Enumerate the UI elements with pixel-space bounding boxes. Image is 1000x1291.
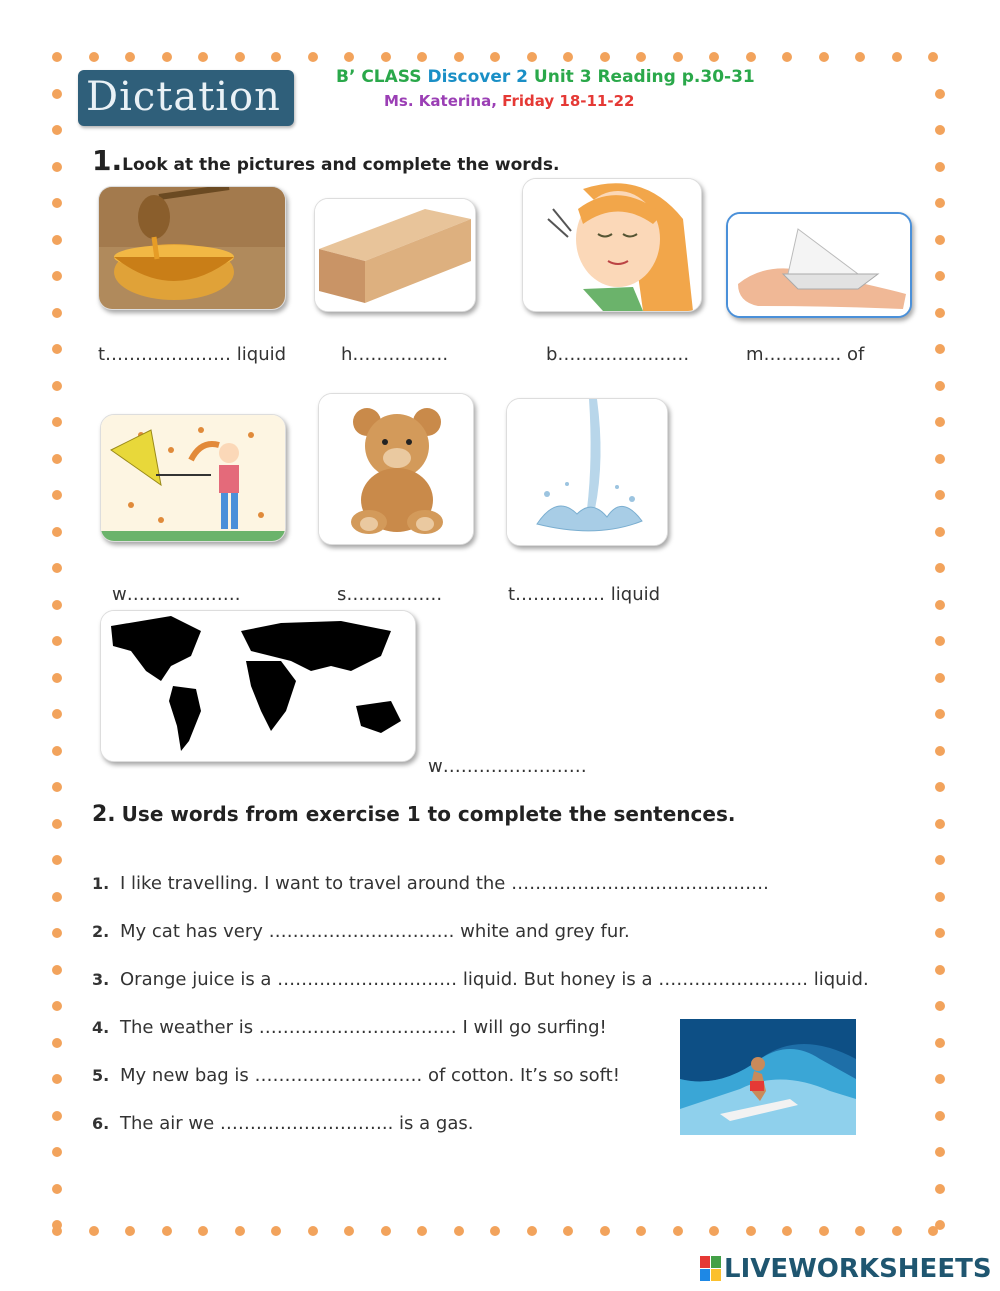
water-splash-icon xyxy=(507,399,667,545)
label-windy: w………………. xyxy=(112,584,241,605)
border-dot xyxy=(709,52,719,62)
border-dot xyxy=(935,271,945,281)
border-dot xyxy=(819,1226,829,1236)
border-dot xyxy=(935,673,945,683)
border-dot xyxy=(490,52,500,62)
course-part-1: B’ CLASS xyxy=(336,67,428,87)
border-dot xyxy=(935,308,945,318)
border-dot xyxy=(52,1111,62,1121)
world-map-icon xyxy=(101,611,415,761)
border-dot xyxy=(89,1226,99,1236)
border-dot xyxy=(52,417,62,427)
sentence-3 xyxy=(92,969,869,990)
exercise-1-heading xyxy=(92,144,559,177)
course-part-2: Discover 2 xyxy=(427,67,529,87)
teddy-picture xyxy=(318,393,474,545)
dictation-badge xyxy=(78,70,294,126)
wood-picture xyxy=(314,198,476,312)
border-dot xyxy=(52,490,62,500)
border-dot xyxy=(935,636,945,646)
sentence-2 xyxy=(92,921,630,942)
border-dot xyxy=(892,52,902,62)
border-dot xyxy=(600,1226,610,1236)
course-info xyxy=(336,67,755,87)
surfer-picture xyxy=(680,1019,856,1135)
border-dot xyxy=(235,52,245,62)
border-dot xyxy=(709,1226,719,1236)
border-dot xyxy=(308,1226,318,1236)
sentence-text: My cat has very …………………………. white and grey fur. xyxy=(120,921,630,942)
border-dot xyxy=(52,52,62,62)
border-dot xyxy=(935,1001,945,1011)
course-part-3: Unit 3 Reading p.30-31 xyxy=(528,67,755,87)
border-dot xyxy=(52,1074,62,1084)
border-dot xyxy=(563,52,573,62)
border-dot xyxy=(782,1226,792,1236)
border-dot xyxy=(935,855,945,865)
border-dot xyxy=(52,1184,62,1194)
border-dot xyxy=(52,1147,62,1157)
border-dot xyxy=(928,52,938,62)
border-dot xyxy=(52,782,62,792)
border-dot xyxy=(892,1226,902,1236)
border-dot xyxy=(935,965,945,975)
border-dot xyxy=(162,52,172,62)
exercise-2-instruction: Use words from exercise 1 to complete the sentences. xyxy=(121,802,736,826)
border-dot xyxy=(935,417,945,427)
border-dot xyxy=(52,819,62,829)
border-dot xyxy=(935,490,945,500)
liveworksheets-logo-icon xyxy=(700,1256,722,1282)
border-dot xyxy=(935,819,945,829)
sentence-number: 6. xyxy=(92,1114,110,1133)
sentence-number: 5. xyxy=(92,1066,110,1085)
border-dot xyxy=(52,1001,62,1011)
border-dot xyxy=(935,381,945,391)
border-dot xyxy=(52,1220,62,1230)
border-dot xyxy=(344,52,354,62)
teacher-name: Ms. Katerina xyxy=(384,92,492,110)
border-dot xyxy=(935,746,945,756)
label-wood: h……………. xyxy=(341,344,449,365)
border-dot xyxy=(935,1220,945,1230)
border-dot xyxy=(52,454,62,464)
border-dot xyxy=(819,52,829,62)
border-dot xyxy=(935,563,945,573)
sentence-number: 3. xyxy=(92,970,110,989)
border-dot xyxy=(935,162,945,172)
border-dot xyxy=(935,709,945,719)
border-dot xyxy=(52,746,62,756)
border-dot xyxy=(125,1226,135,1236)
label-breathe: b…………………. xyxy=(546,344,690,365)
border-dot xyxy=(308,52,318,62)
wood-block-icon xyxy=(315,199,475,311)
border-dot xyxy=(563,1226,573,1236)
sentence-text: The weather is …………………………… I will go surfing! xyxy=(120,1017,607,1038)
border-dot xyxy=(162,1226,172,1236)
border-dot xyxy=(935,454,945,464)
border-dot xyxy=(381,1226,391,1236)
sentence-number: 1. xyxy=(92,874,110,893)
breathing-picture xyxy=(522,178,702,312)
sentence-text: My new bag is ………………………. of cotton. It’s so soft! xyxy=(120,1065,620,1086)
border-dot xyxy=(271,52,281,62)
teacher-date xyxy=(384,92,634,110)
border-dot xyxy=(935,1184,945,1194)
border-dot xyxy=(52,235,62,245)
border-dot xyxy=(52,673,62,683)
border-dot xyxy=(527,1226,537,1236)
border-dot xyxy=(89,52,99,62)
border-dot xyxy=(198,1226,208,1236)
border-dot xyxy=(454,52,464,62)
sentence-5 xyxy=(92,1065,620,1086)
border-dot xyxy=(417,1226,427,1236)
teacher-comma: , xyxy=(491,92,497,110)
border-dot xyxy=(52,198,62,208)
label-honey: t………………… liquid xyxy=(98,344,287,365)
water-picture xyxy=(506,398,668,546)
sentence-1 xyxy=(92,873,769,894)
border-dot xyxy=(52,308,62,318)
border-dot xyxy=(52,892,62,902)
sentence-4 xyxy=(92,1017,607,1038)
border-dot xyxy=(271,1226,281,1236)
honey-icon xyxy=(99,187,285,309)
border-dot xyxy=(52,89,62,99)
teddy-bear-icon xyxy=(319,394,473,544)
border-dot xyxy=(52,965,62,975)
border-dot xyxy=(52,928,62,938)
border-dot xyxy=(935,1074,945,1084)
world-map-picture xyxy=(100,610,416,762)
border-dot xyxy=(52,381,62,391)
dictation-title: Dictation xyxy=(86,74,281,120)
border-dot xyxy=(198,52,208,62)
border-dot xyxy=(935,235,945,245)
label-thin: t…………… liquid xyxy=(508,584,661,605)
border-dot xyxy=(381,52,391,62)
border-dot xyxy=(235,1226,245,1236)
border-dot xyxy=(935,1111,945,1121)
border-dot xyxy=(52,162,62,172)
sentence-text: I like travelling. I want to travel around the ……………………………………. xyxy=(120,873,769,894)
border-dot xyxy=(855,52,865,62)
border-dot xyxy=(344,1226,354,1236)
border-dot xyxy=(935,89,945,99)
border-dot xyxy=(636,52,646,62)
border-dot xyxy=(52,563,62,573)
exercise-1-instruction: Look at the pictures and complete the words. xyxy=(122,155,560,175)
sentence-text: The air we ……………………….. is a gas. xyxy=(120,1113,474,1134)
border-dot xyxy=(935,527,945,537)
sentence-text: Orange juice is a ………………………… liquid. But honey is a ……………………. liquid. xyxy=(120,969,869,990)
border-dot xyxy=(52,709,62,719)
border-dot xyxy=(490,1226,500,1236)
surfer-icon xyxy=(680,1019,856,1135)
border-dot xyxy=(782,52,792,62)
border-dot xyxy=(673,52,683,62)
border-dot xyxy=(935,344,945,354)
girl-breathing-icon xyxy=(523,179,701,311)
border-dot xyxy=(52,527,62,537)
border-dot xyxy=(746,1226,756,1236)
border-dot xyxy=(454,1226,464,1236)
border-dot xyxy=(855,1226,865,1236)
border-dot xyxy=(935,782,945,792)
border-dot xyxy=(417,52,427,62)
paper-boat-picture xyxy=(726,212,912,318)
windy-picture xyxy=(100,414,286,542)
sentence-number: 4. xyxy=(92,1018,110,1037)
border-dot xyxy=(746,52,756,62)
sentence-number: 2. xyxy=(92,922,110,941)
border-dot xyxy=(935,1147,945,1157)
border-dot xyxy=(935,125,945,135)
paper-boat-icon xyxy=(728,214,910,316)
border-dot xyxy=(935,1038,945,1048)
border-dot xyxy=(673,1226,683,1236)
border-dot xyxy=(600,52,610,62)
border-dot xyxy=(935,600,945,610)
border-dot xyxy=(52,125,62,135)
border-dot xyxy=(935,198,945,208)
sentence-6 xyxy=(92,1113,473,1134)
border-dot xyxy=(935,892,945,902)
label-world: w…………………… xyxy=(428,756,587,777)
border-dot xyxy=(52,344,62,354)
border-dot xyxy=(52,636,62,646)
border-dot xyxy=(636,1226,646,1236)
border-dot xyxy=(527,52,537,62)
border-dot xyxy=(52,600,62,610)
windy-girl-icon xyxy=(101,415,285,541)
exercise-2-number: 2. xyxy=(92,802,116,827)
border-dot xyxy=(935,928,945,938)
label-soft: s……………. xyxy=(337,584,443,605)
border-dot xyxy=(125,52,135,62)
border-dot xyxy=(52,855,62,865)
border-dot xyxy=(52,271,62,281)
liveworksheets-brand: LIVEWORKSHEETS xyxy=(724,1254,992,1284)
exercise-1-number: 1. xyxy=(92,144,123,177)
date: Friday 18-11-22 xyxy=(502,92,635,110)
border-dot xyxy=(52,1038,62,1048)
honey-picture xyxy=(98,186,286,310)
label-made: m…………. of xyxy=(746,344,865,365)
exercise-2-heading xyxy=(92,802,735,827)
